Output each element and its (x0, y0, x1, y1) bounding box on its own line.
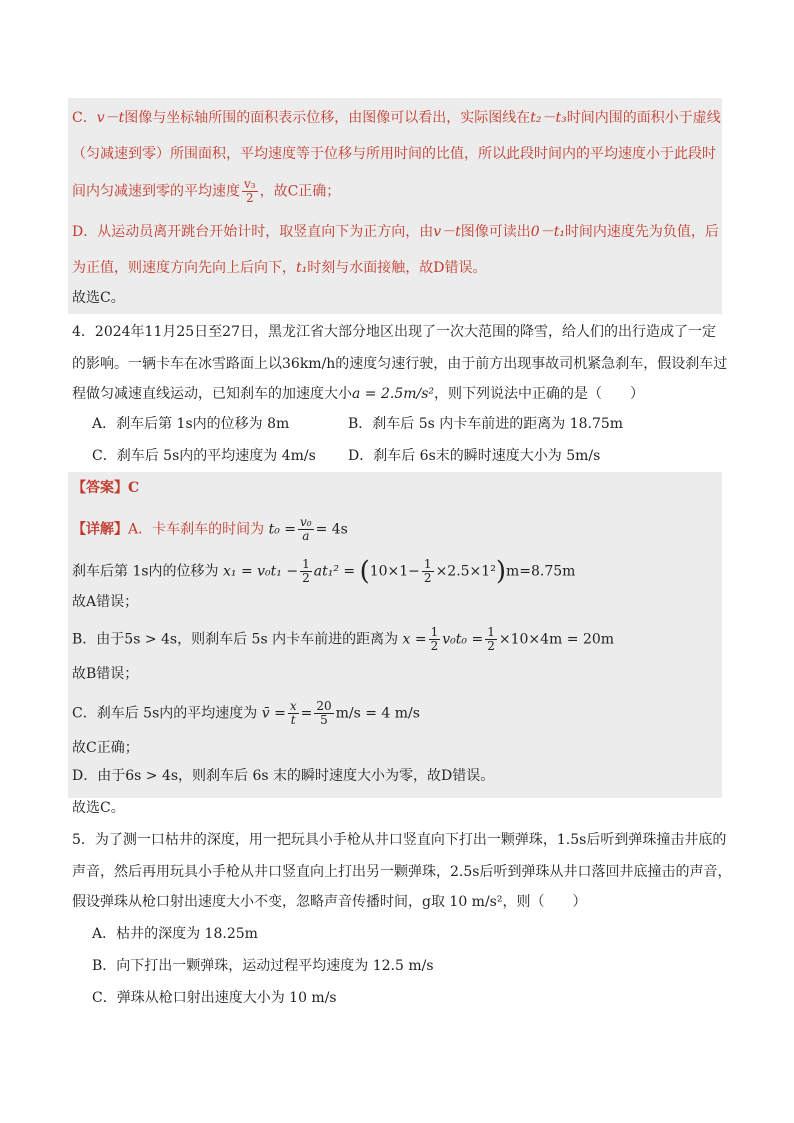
fraction-one-half-3: $\frac{1}{2}$ (430, 625, 439, 653)
q4-detail-b: B．由于5s > 4s，则刹车后 5s 内卡车前进的距离为 x = $\frac{1}{2}$ v₀t₀ = $\frac{1}{2}$ ×10×4m = 20m (72, 625, 615, 653)
q4-option-c: C．刹车后 5s内的平均速度为 4m/s (92, 448, 316, 464)
q4-stem-line2: 的影响。一辆卡车在冰雪路面上以36km/h的速度匀速行驶，由于前方出现事故司机紧急刹车，假设刹车过 (72, 356, 728, 372)
q3-choice: 故选C。 (72, 290, 125, 306)
q4-detail-b-conclusion: 故B错误； (72, 666, 139, 682)
q3-c-line3: 间内匀减速到零的平均速度 $\frac{\text{v₃}}{2}$ ，故C正确； (72, 177, 341, 205)
q4-detail-c: C．刹车后 5s内的平均速度为 v̄ = $\frac{x}{t}$ = $\frac{20}{5}$ m/s = 4 m/s (72, 699, 420, 727)
q4-detail-a-displacement: 刹车后第 1s内的位移为 x₁ = v₀t₁ − $\frac{1}{2}$ at₁² = (10×1− $\frac{1}{2}$ ×2.5×1²)m=8.75m (72, 556, 576, 587)
q5-stem-line2: 声音，然后再用玩具小手枪从井口竖直向上打出另一颗弹珠，2.5s后听到弹珠从井口落回井底撞击的声音， (72, 864, 732, 880)
fraction-v0-over-a: $\frac{\text{v₀}}{a}$ (300, 515, 312, 543)
q5-stem-line1: 5．为了测一口枯井的深度，用一把玩具小手枪从井口竖直向下打出一颗弹珠，1.5s后听到弹珠撞击井底的 (72, 832, 727, 848)
q4-option-a: A．刹车后第 1s内的位移为 8m (92, 416, 290, 432)
fraction-20-over-5: $\frac{20}{5}$ (316, 699, 332, 727)
q5-option-c: C．弹珠从枪口射出速度大小为 10 m/s (92, 990, 337, 1006)
fraction-x-over-t: $\frac{x}{t}$ (289, 699, 297, 727)
q4-detail-a-conclusion: 故A错误； (72, 594, 139, 610)
q3-solution-shade (68, 98, 722, 314)
q3-c-line2: （匀减速到零）所围面积，平均速度等于位移与所用时间的比值，所以此段时间内的平均速度小于此段时 (72, 146, 716, 162)
q4-detail-c-conclusion: 故C正确； (72, 740, 139, 756)
q5-stem-line3: 假设弹珠从枪口射出速度大小不变，忽略声音传播时间，g取 10 m/s²，则（ ） (72, 894, 587, 910)
q4-stem-line1: 4．2024年11月25日至27日，黑龙江省大部分地区出现了一次大范围的降雪，给人们的出行造成了一定 (72, 324, 716, 340)
fraction-one-half-4: $\frac{1}{2}$ (487, 625, 495, 653)
q4-stem-line3: 程做匀减速直线运动，已知刹车的加速度大小a = 2.5m/s²，则下列说法中正确的是（ ） (72, 386, 645, 402)
answer-tag: 【答案】 (72, 480, 128, 496)
q4-option-d: D．刹车后 6s末的瞬时速度大小为 5m/s (348, 448, 601, 464)
q5-option-b: B．向下打出一颗弹珠，运动过程平均速度为 12.5 m/s (92, 958, 434, 974)
q3-d-line2: 为正值，则速度方向先向上后向下，t₁时刻与水面接触，故D错误。 (72, 260, 487, 276)
q4-answer-line (72, 478, 722, 498)
q5-option-a: A．枯井的深度为 18.25m (92, 926, 258, 942)
q3-c-line1: C．v－t图像与坐标轴所围的面积表示位移，由图像可以看出，实际图线在t₂－t₃时间内围的面积小于虚线 (72, 110, 721, 126)
fraction-one-half: $\frac{1}{2}$ (302, 557, 310, 585)
q4-choice: 故选C。 (72, 800, 125, 816)
answer-value: C (128, 480, 140, 496)
fraction-one-half-2: $\frac{1}{2}$ (423, 557, 432, 585)
q4-detail-d: D．由于6s > 4s，则刹车后 6s 末的瞬时速度大小为零，故D错误。 (72, 768, 495, 784)
q4-detail-a-time: 【详解】A．卡车刹车的时间为 t₀ = $\frac{\text{v₀}}{a}$ = 4s (72, 515, 348, 543)
q3-d-line1: D．从运动员离开跳台开始计时，取竖直向下为正方向，由v－t图像可读出0－t₁时间内速度先为负值，后 (72, 224, 719, 240)
fraction-v3-over-2: $\frac{\text{v₃}}{2}$ (244, 177, 256, 205)
q4-option-b: B．刹车后 5s 内卡车前进的距离为 18.75m (348, 416, 624, 432)
